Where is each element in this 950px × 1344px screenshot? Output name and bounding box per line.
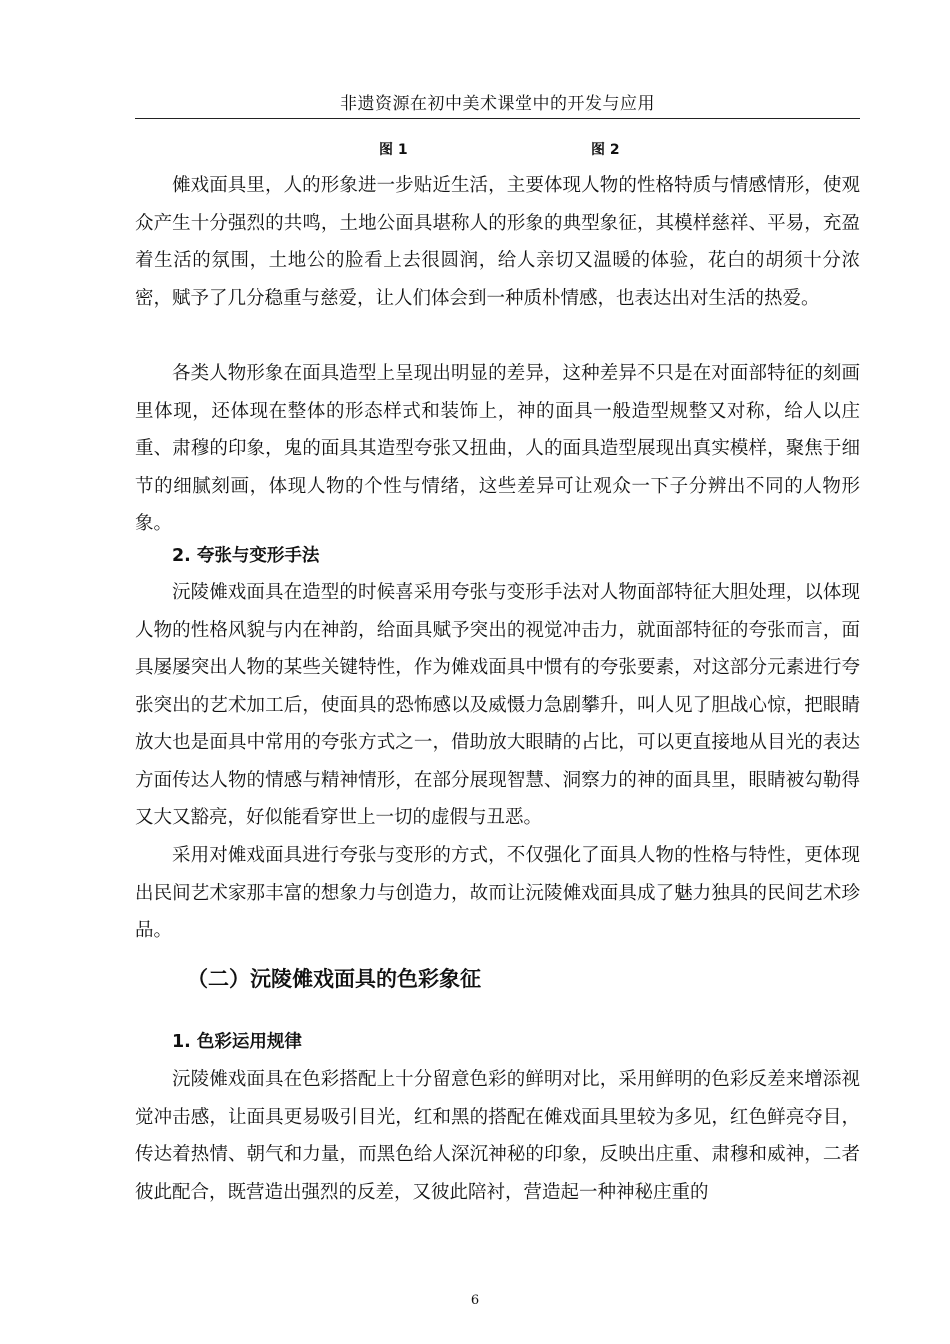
body-paragraph-1: 傩戏面具里，人的形象进一步贴近生活，主要体现人物的性格特质与情感情形，使观众产生十分强烈的共鸣，土地公面具堪称人的形象的典型象征，其模样慈祥、平易，充盈着生活的氛围，土地公的脸看上去很圆润，给人亲切又温暖的体验，花白的胡须十分浓密，赋予了几分稳重与慈爱，让人们体会到一种质朴情感，也表达出对生活的热爱。: [135, 175, 860, 309]
body-paragraph-3: 沅陵傩戏面具在造型的时候喜采用夸张与变形手法对人物面部特征大胆处理，以体现人物的性格风貌与内在神韵，给面具赋予突出的视觉冲击力，就面部特征的夸张而言，面具屡屡突出人物的某些关键特性，作为傩戏面具中惯有的夸张要素，对这部分元素进行夸张突出的艺术加工后，使面具的恐怖感以及威慑力急剧攀升，叫人见了胆战心惊，把眼睛放大也是面具中常用的夸张方式之一，借助放大眼睛的占比，可以更直接地从目光的表达方面传达人物的情感与精神情形，在部分展现智慧、洞察力的神的面具里，眼睛被勾勒得又大又豁亮，好似能看穿世上一切的虚假与丑恶。: [135, 582, 860, 828]
page-number: 6: [470, 1293, 480, 1308]
subsection-heading-exaggeration: 2. 夸张与变形手法: [172, 546, 320, 566]
running-header: 非遗资源在初中美术课堂中的开发与应用: [340, 94, 655, 114]
body-paragraph-5: 沅陵傩戏面具在色彩搭配上十分留意色彩的鲜明对比，采用鲜明的色彩反差来增添视觉冲击感，让面具更易吸引目光，红和黑的搭配在傩戏面具里较为多见，红色鲜亮夺目，传达着热情、朝气和力量，而黑色给人深沉神秘的印象，反映出庄重、肃穆和威神，二者彼此配合，既营造出强烈的反差，又彼此陪衬，营造起一种神秘庄重的: [135, 1069, 860, 1203]
subsection-heading-color-rules: 1. 色彩运用规律: [172, 1032, 302, 1052]
figure-2-caption: 图 2: [591, 142, 620, 158]
header-divider: [135, 118, 860, 119]
figure-1-caption: 图 1: [379, 142, 408, 158]
section-heading-color: （二）沅陵傩戏面具的色彩象征: [187, 967, 481, 991]
body-paragraph-4: 采用对傩戏面具进行夸张与变形的方式，不仅强化了面具人物的性格与特性，更体现出民间艺术家那丰富的想象力与创造力，故而让沅陵傩戏面具成了魅力独具的民间艺术珍品。: [135, 845, 860, 941]
body-paragraph-2: 各类人物形象在面具造型上呈现出明显的差异，这种差异不只是在对面部特征的刻画里体现，还体现在整体的形态样式和装饰上，神的面具一般造型规整又对称，给人以庄重、肃穆的印象，鬼的面具其造型夸张又扭曲，人的面具造型展现出真实模样，聚焦于细节的细腻刻画，体现人物的个性与情绪，这些差异可让观众一下子分辨出不同的人物形象。: [135, 363, 860, 534]
